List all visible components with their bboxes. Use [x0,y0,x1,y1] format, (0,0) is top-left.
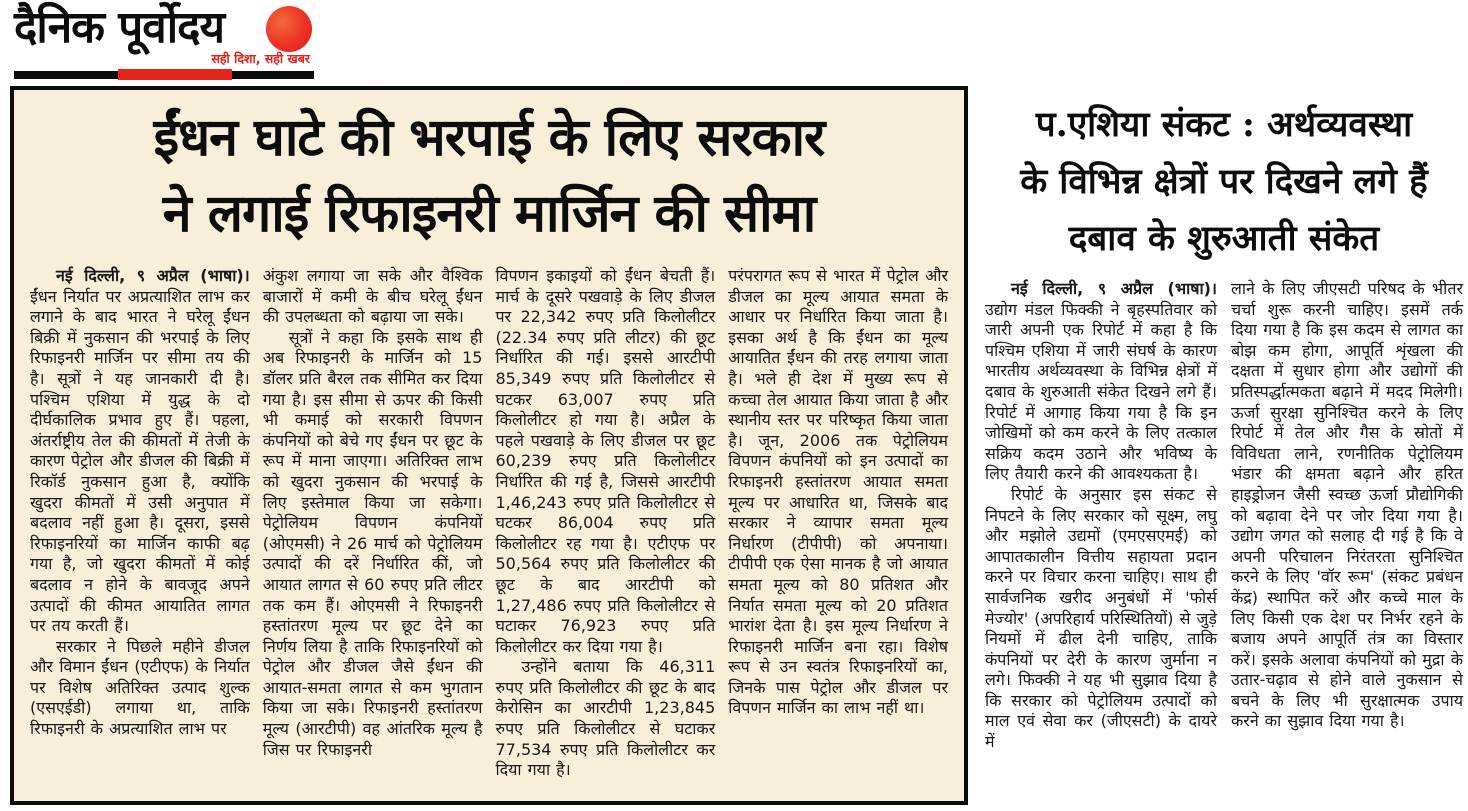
main-column-4 [728,266,948,781]
paragraph [30,266,250,637]
side-article [985,96,1463,808]
side-column-2 [1231,279,1463,753]
masthead-badge [118,69,232,80]
paragraph: रिपोर्ट के अनुसार इस संकट से निपटने के लिए सरकार को सूक्ष्म, लघु और मझोले उद्यमों (एमएसएमई) को आपातकालीन वित्तीय सहायता प्रदान करने पर विचार करना चाहिए। साथ ही सार्वजनिक खरीद अनुबंधों में 'फोर्स मेज्योर' (अपरिहार्य परिस्थितियों) से जुड़े नियमों में ढील देनी चाहिए, ताकि कंपनियों पर देरी के कारण जुर्माना न लगे। फिक्की ने यह भी सुझाव दिया है कि सरकार को पेट्रोलियम उत्पादों को माल एवं सेवा कर (जीएसटी) के दायरे में [985,484,1217,752]
paragraph: लाने के लिए जीएसटी परिषद के भीतर चर्चा शुरू करनी चाहिए। इसमें तर्क दिया गया है कि इस कदम से लागत का बोझ कम होगा, आपूर्ति शृंखला की दक्षता में सुधार होगा और उद्योगों की प्रतिस्पर्द्धात्मकता बढ़ाने में मदद मिलेगी। ऊर्जा सुरक्षा सुनिश्चित करने के लिए रिपोर्ट में तेल और गैस के स्रोतों में विविधता लाने, रणनीतिक पेट्रोलियम भंडार की क्षमता बढ़ाने और हरित हाइड्रोजन जैसी स्वच्छ ऊर्जा प्रौद्योगिकी को बढ़ावा देने पर जोर दिया गया है। उद्योग जगत को सलाह दी गई है कि वे अपनी परिचालन निरंतरता सुनिश्चित करने के लिए 'वॉर रूम' (संकट प्रबंधन केंद्र) स्थापित करें और कच्चे माल के लिए किसी एक देश पर निर्भर रहने के बजाय अपने आपूर्ति तंत्र का विस्तार करें। इसके अलावा कंपनियों को मुद्रा के उतार-चढ़ाव से होने वाले नुकसान से बचने के लिए भी सुरक्षात्मक उपाय करने का सुझाव दिया गया है। [1231,279,1463,731]
side-column-1 [985,279,1217,753]
main-headline-line-2: ने लगाई रिफाइनरी मार्जिन की सीमा [162,183,816,244]
paragraph: परंपरागत रूप से भारत में पेट्रोल और डीजल का मूल्य आयात समता के आधार पर निर्धारित किया जाता है। इसका अर्थ है कि ईंधन का मूल्य आयातित ईंधन की तरह लगाया जाता है। भले ही देश में मुख्य रूप से कच्चा तेल आयात किया जाता है और स्थानीय स्तर पर परिष्कृत किया जाता है। जून, 2006 तक पेट्रोलियम विपणन कंपनियों को इन उत्पादों का रिफाइनरी हस्तांतरण आयात समता मूल्य पर आधारित था, जिसके बाद सरकार ने व्यापार समता मूल्य निर्धारण (टीपीपी) को अपनाया। टीपीपी एक ऐसा मानक है जो आयात समता मूल्य को 80 प्रतिशत और निर्यात समता मूल्य को 20 प्रतिशत भारांश देता है। इस मूल्य निर्धारण ने रिफाइनरी मार्जिन बना रहा। विशेष रूप से उन स्वतंत्र रिफाइनरियों का, जिनके पास पेट्रोल और डीजल पर विपणन मार्जिन का लाभ नहीं था। [728,266,948,718]
side-article-body [985,279,1463,753]
side-headline [985,96,1463,267]
main-headline [30,100,948,252]
masthead-rule [14,71,314,79]
side-headline-line-3: दबाव के शुरुआती संकेत [1068,218,1380,259]
paragraph-text: ईंधन निर्यात पर अप्रत्याशित लाभ कर लगाने के बाद भारत ने घरेलू ईंधन बिक्री में नुकसान की भरपाई के लिए रिफाइनरी मार्जिन पर सीमा तय की है। सूत्रों ने यह जानकारी दी है। पश्चिम एशिया में युद्ध के दो दीर्घकालिक प्रभाव हुए हैं। पहला, अंतर्राष्ट्रीय तेल की कीमतों में तेजी के कारण पेट्रोल और डीजल की बिक्री में रिकॉर्ड नुकसान हुआ है, क्योंकि खुदरा कीमतों में उसी अनुपात में बदलाव नहीं हुआ है। दूसरा, इससे रिफाइनरियों का मार्जिन काफी बढ़ गया है, जो खुदरा कीमतों में कोई बदलाव न होने के बावजूद अपने उत्पादों की कीमत आयातित लागत पर तय करती हैं। [30,286,250,636]
paragraph: अंकुश लगाया जा सके और वैश्विक बाजारों में कमी के बीच घरेलू ईंधन की उपलब्धता को बढ़ाया जा सके। [262,266,483,327]
paragraph [985,279,1217,485]
side-headline-line-2: के विभिन्न क्षेत्रों पर दिखने लगे हैं [1020,161,1428,202]
paragraph-text: उद्योग मंडल फिक्की ने बृहस्पतिवार को जारी अपनी एक रिपोर्ट में कहा है कि पश्चिम एशिया में जारी संघर्ष के कारण भारतीय अर्थव्यवस्था के विभिन्न क्षेत्रों में दबाव के शुरुआती संकेत दिखने लगे हैं। रिपोर्ट में आगाह किया गया है कि इन जोखिमों को कम करने के लिए तत्काल सक्रिय कदम उठाने और भविष्य के लिए तैयारी करने की आवश्यकता है। [985,299,1217,484]
paragraph: सूत्रों ने कहा कि इसके साथ ही अब रिफाइनरी के मार्जिन को 15 डॉलर प्रति बैरल तक सीमित कर दिया गया है। इस सीमा से ऊपर की किसी भी कमाई को सरकारी विपणन कंपनियों को बेचे गए ईंधन पर छूट के रूप में माना जाएगा। अतिरिक्त लाभ को खुदरा नुकसान की भरपाई के लिए इस्तेमाल किया जा सकेगा। पेट्रोलियम विपणन कंपनियों (ओएमसी) ने 26 मार्च को पेट्रोलियम उत्पादों की दरें निर्धारित कीं, जो आयात लागत से 60 रुपए प्रति लीटर तक कम हैं। ओएमसी ने रिफाइनरी हस्तांतरण मूल्य पर छूट देने का निर्णय लिया है ताकि रिफाइनरियों को पेट्रोल और डीजल जैसे ईंधन की आयात-समता लागत से कम भुगतान किया जा सके। रिफाइनरी हस्तांतरण मूल्य (आरटीपी) वह आंतरिक मूल्य है जिस पर रिफाइनरी [262,327,483,759]
main-column-1 [30,266,250,781]
dateline: नई दिल्ली, ९ अप्रैल (भाषा)। [1011,279,1217,298]
main-column-2 [263,266,483,781]
masthead-tagline: सही दिशा, सही खबर [211,51,310,66]
side-headline-line-1: प.एशिया संकट : अर्थव्यवस्था [1035,104,1413,145]
dateline: नई दिल्ली, ९ अप्रैल (भाषा)। [56,266,250,285]
paragraph: विपणन इकाइयों को ईंधन बेचती हैं। मार्च के दूसरे पखवाड़े के लिए डीजल पर 22,342 रुपए प्रति किलोलीटर (22.34 रुपए प्रति लीटर) की छूट निर्धारित की गई। इससे आरटीपी 85,349 रुपए प्रति किलोलीटर से घटकर 63,007 रुपए प्रति किलोलीटर हो गया है। अप्रैल के पहले पखवाड़े के लिए डीजल पर छूट 60,239 रुपए प्रति किलोलीटर निर्धारित की गई है, जिससे आरटीपी 1,46,243 रुपए प्रति किलोलीटर से घटकर 86,004 रुपए प्रति किलोलीटर रह गया है। एटीएफ पर 50,564 रुपए प्रति किलोलीटर की छूट के बाद आरटीपी को 1,27,486 रुपए प्रति किलोलीटर से घटाकर 76,923 रुपए प्रति किलोलीटर कर दिया गया है। [495,266,716,656]
paragraph: उन्होंने बताया कि 46,311 रुपए प्रति किलोलीटर की छूट के बाद केरोसिन का आरटीपी 1,23,845 रुपए प्रति किलोलीटर से घटाकर 77,534 रुपए प्रति किलोलीटर कर दिया गया है। [495,657,716,780]
masthead [14,2,314,84]
main-headline-line-1: ईंधन घाटे की भरपाई के लिए सरकार [153,107,825,168]
main-article-body [30,266,948,781]
main-article [10,86,968,805]
paragraph: सरकार ने पिछले महीने डीजल और विमान ईंधन (एटीएफ) के निर्यात पर विशेष अतिरिक्त उत्पाद शुल्क (एसएईडी) लगाया था, ताकि रिफाइनरी के अप्रत्याशित लाभ पर [30,636,250,739]
main-column-3 [496,266,716,781]
masthead-title: दैनिक पूर्वोदय [14,2,225,53]
